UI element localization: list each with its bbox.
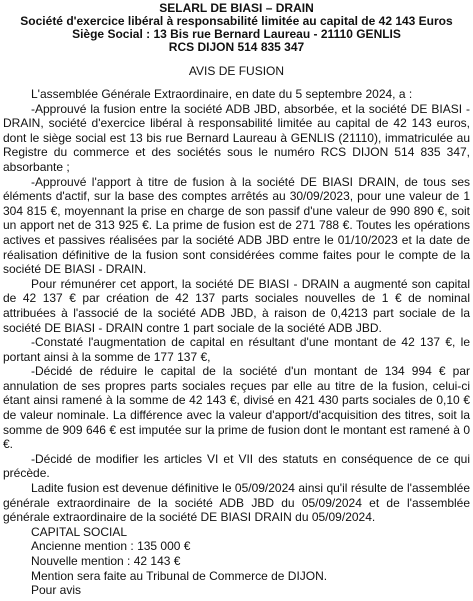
rcs-number: RCS DIJON 514 835 347 [168, 40, 305, 54]
new-mention: Nouvelle mention : 42 143 € [31, 554, 181, 568]
capital-section [3, 525, 470, 598]
paragraph-final: Ladite fusion est devenue définitive le 05/09/2024 ainsi qu'il résulte de l'assemblée générale extraordinaire de la société ADB JBD du 05/09/2024 et de l'assemblée générale extraordinaire de la société DE BIASI DRAIN du 05/09/2024. [3, 481, 470, 525]
paragraph-capital-increase: -Constaté l'augmentation de capital en résultant d'une montant de 42 137 €, le portant ainsi à la somme de 177 137 €, [3, 335, 470, 364]
notice-body [3, 87, 470, 525]
old-mention: Ancienne mention : 135 000 € [31, 539, 191, 554]
paragraph-capital-reduction: -Décidé de réduire le capital de la société d'un montant de 134 994 € par annulation de ses propres parts sociales reçues par elle au titre de la fusion, celui-ci étant ainsi ramené à la somme de 42 143 €, divisé en 421 430 parts sociales de 0,10 € de valeur nominale. La différence avec la valeur d'apport/d'acquisition des titres, soit la somme de 909 646 € est imputée sur la prime de fusion dont le montant est ramené à 0 €. [3, 364, 470, 452]
paragraph-statutes: -Décidé de modifier les articles VI et VII des statuts en conséquence de ce qui précède. [3, 451, 470, 481]
paragraph-intro: L'assemblée Générale Extraordinaire, en date du 5 septembre 2024, a : [31, 87, 413, 101]
closing: Pour avis [31, 583, 82, 598]
company-name: SELARL DE BIASI – DRAIN [159, 1, 314, 15]
registered-office: Siège Social : 13 Bis rue Bernard Laureau - 21110 GENLIS [72, 27, 401, 41]
capital-heading: CAPITAL SOCIAL [31, 524, 128, 539]
paragraph-contribution: -Approuvé l'apport à titre de fusion à la société DE BIASI DRAIN, de tous ses éléments d'actif, sur la base des comptes arrêtés au 30/09/2023, pour une valeur de 1 304 815 €, moyennant la prise en charge de son passif d'une valeur de 990 890 €, soit un apport net de 313 925 €. La prime de fusion est de 271 788 €. Toutes les opérations actives et passives réalisées par la société ADB JBD entre le 01/10/2023 et la date de réalisation définitive de la fusion sont considérées comme faites pour le compte de la société DE BIASI - DRAIN. [3, 174, 470, 277]
paragraph-merger-approval: -Approuvé la fusion entre la société ADB JBD, absorbée, et la société DE BIASI - DRAIN, société d'exercice libéral à responsabilité limitée au capital de 42 143 euros, dont le siège social est 13 bis rue Bernard Laureau à GENLIS (21110), immatriculée au Registre du commerce et des sociétés sous le numéro RCS DIJON 514 835 347, absorbante ; [3, 101, 470, 174]
registry-note: Mention sera faite au Tribunal de Commerce de DIJON. [31, 568, 328, 583]
paragraph-remuneration: Pour rémunérer cet apport, la société DE BIASI - DRAIN a augmenté son capital de 42 137 € par création de 42 137 parts sociales nouvelles de 1 € de nominal attribuées à l'associé de la société ADB JBD, à raison de 0,4213 part sociale de la société DE BIASI - DRAIN contre 1 part sociale de la société ADB JBD. [3, 276, 470, 335]
company-form: Société d'exercice libéral à responsabilité limitée au capital de 42 143 Euros [20, 14, 453, 28]
notice-title: AVIS DE FUSION [188, 64, 285, 78]
